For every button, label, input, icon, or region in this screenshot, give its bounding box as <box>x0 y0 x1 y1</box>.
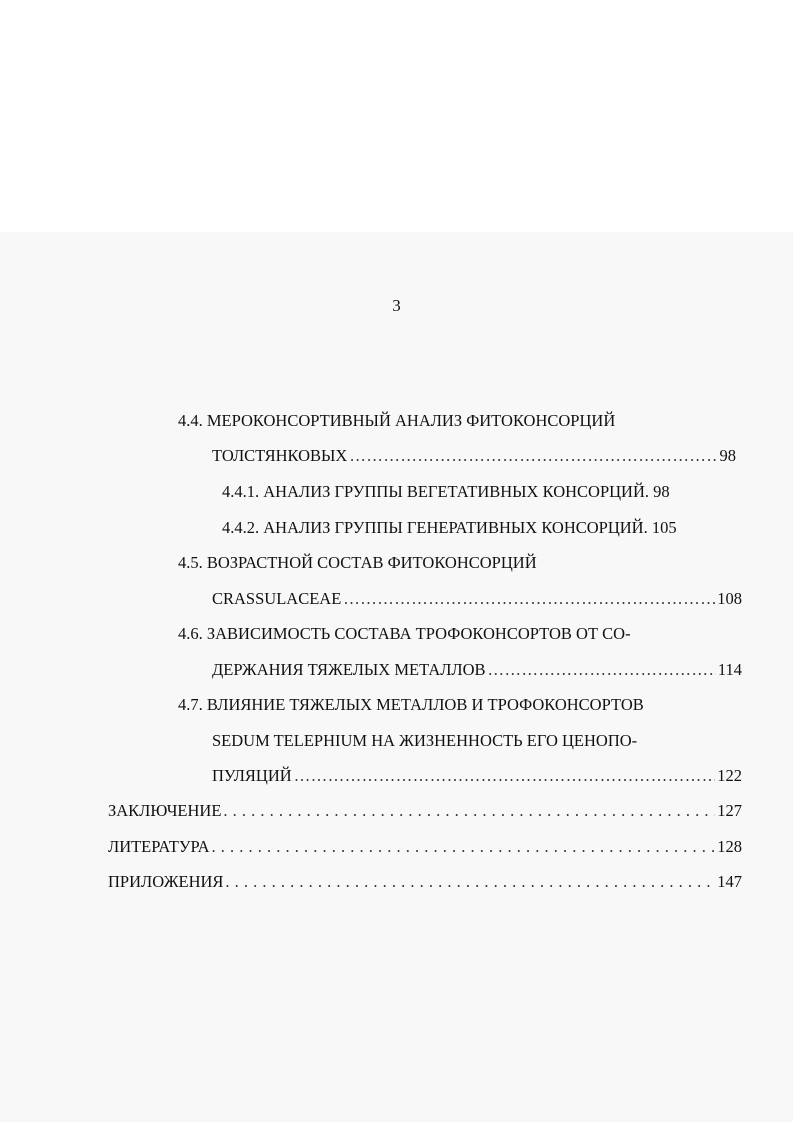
toc-entry-4-4-2 <box>222 517 677 539</box>
toc-page-number: 128 <box>717 837 742 856</box>
dot-leader <box>349 445 717 467</box>
toc-entry-4-4-heading <box>178 410 615 432</box>
toc-page-number: 127 <box>717 801 742 820</box>
toc-entry-text: 4.5. ВОЗРАСТНОЙ СОСТАВ ФИТОКОНСОРЦИЙ <box>178 553 537 572</box>
toc-entry-4-7-continuation <box>212 730 637 752</box>
toc-entry-text: ЛИТЕРАТУРА <box>108 837 210 856</box>
toc-page-number: 108 <box>717 589 742 608</box>
toc-entry-text: 4.4.2. АНАЛИЗ ГРУППЫ ГЕНЕРАТИВНЫХ КОНСОРЦИЙ. 105 <box>222 518 677 537</box>
toc-entry-text: 4.7. ВЛИЯНИЕ ТЯЖЕЛЫХ МЕТАЛЛОВ И ТРОФОКОНСОРТОВ <box>178 695 644 714</box>
toc-entry-text: ТОЛСТЯНКОВЫХ <box>212 446 348 465</box>
toc-page-number: 147 <box>717 872 742 891</box>
toc-entry-appendices <box>108 871 742 893</box>
dot-leader <box>294 765 716 787</box>
dot-leader <box>212 836 716 858</box>
dot-leader <box>488 659 716 681</box>
toc-entry-4-5 <box>212 588 742 610</box>
toc-entry-text: SEDUM TELEPHIUM НА ЖИЗНЕННОСТЬ ЕГО ЦЕНОПО- <box>212 731 638 750</box>
toc-entry-text: 4.4.1. АНАЛИЗ ГРУППЫ ВЕГЕТАТИВНЫХ КОНСОРЦИЙ. 98 <box>222 482 670 501</box>
dot-leader <box>343 588 715 610</box>
toc-entry-conclusion <box>108 800 742 822</box>
toc-entry-4-7-heading <box>178 694 644 716</box>
toc-page-number: 114 <box>717 660 742 679</box>
dot-leader <box>225 871 715 893</box>
toc-entry-text: ПУЛЯЦИЙ <box>212 766 292 785</box>
toc-entry-4-5-heading <box>178 552 537 574</box>
toc-entry-4-6-heading <box>178 623 631 645</box>
toc-entry-4-6 <box>212 659 742 681</box>
toc-entry-4-7 <box>212 765 742 787</box>
toc-entry-literature <box>108 836 742 858</box>
dot-leader <box>223 800 715 822</box>
toc-page-number: 98 <box>719 446 736 465</box>
toc-entry-4-4-1 <box>222 481 670 503</box>
toc-entry-text: ДЕРЖАНИЯ ТЯЖЕЛЫХ МЕТАЛЛОВ <box>212 660 486 679</box>
toc-entry-text: 4.4. МЕРОКОНСОРТИВНЫЙ АНАЛИЗ ФИТОКОНСОРЦИЙ <box>178 411 616 430</box>
toc-entry-text: 4.6. ЗАВИСИМОСТЬ СОСТАВА ТРОФОКОНСОРТОВ ОТ СО- <box>178 624 631 643</box>
toc-entry-text: ЗАКЛЮЧЕНИЕ <box>108 801 222 820</box>
toc-entry-text: CRASSULACEAE <box>212 589 342 608</box>
toc-page-number: 122 <box>717 766 742 785</box>
toc-entry-text: ПРИЛОЖЕНИЯ <box>108 872 224 891</box>
toc-entry-4-4 <box>212 445 736 467</box>
page-number: 3 <box>392 296 401 315</box>
